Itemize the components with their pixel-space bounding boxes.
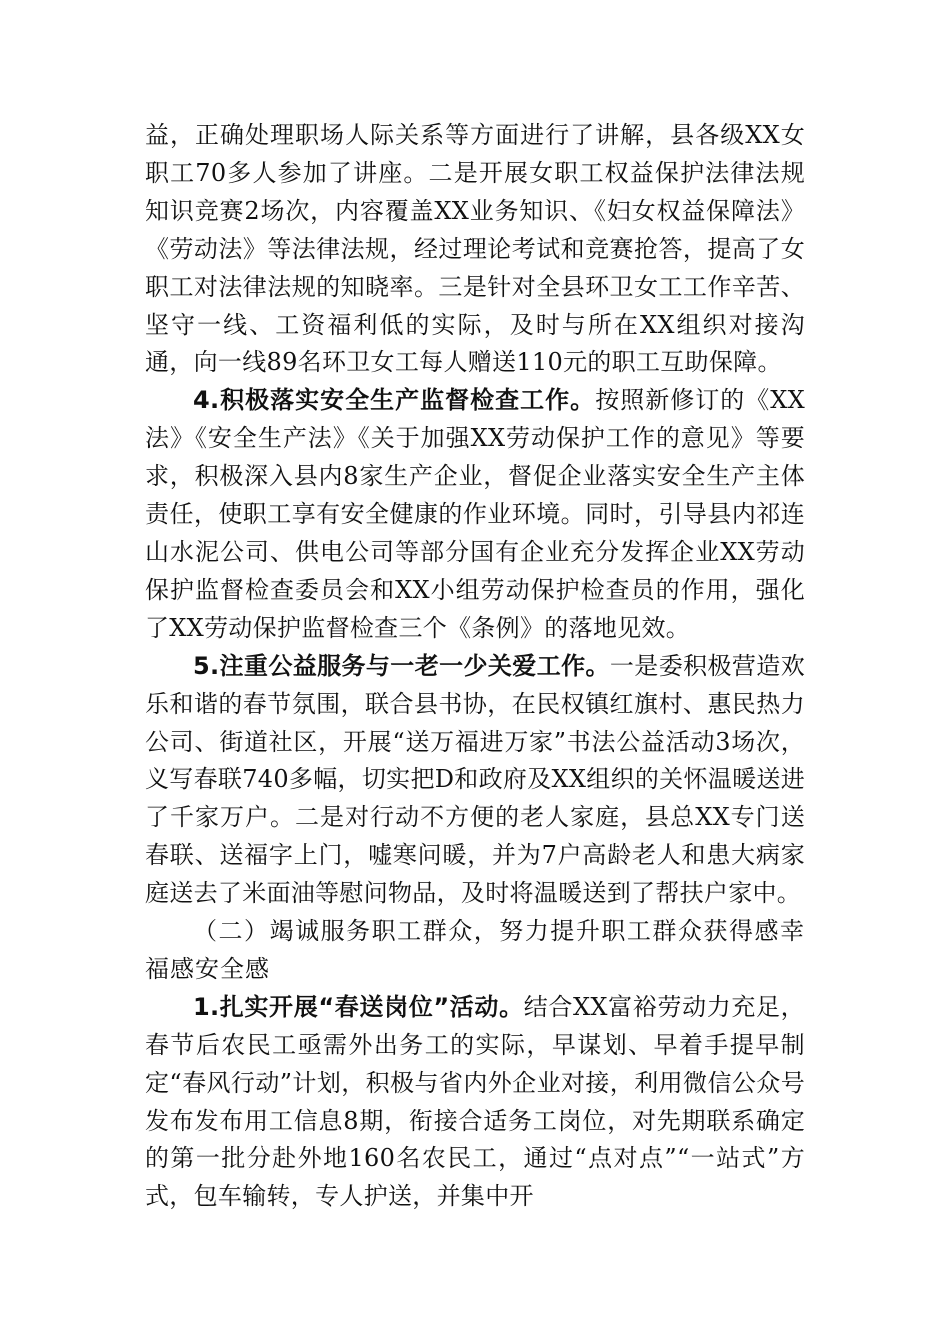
paragraph-text: 结合XX富裕劳动力充足，春节后农民工亟需外出务工的实际，早谋划、早着手提早制定“春风行动”计划，积极与省内外企业对接，利用微信公众号发布发布用工信息8期，衔接合适务工岗位，对先期联系确定的第一批分赴外地160名农民工，通过“点对点”“一站式”方式，包车输转，专人护送，并集中开 [145, 992, 805, 1211]
paragraph-item-5 [145, 648, 805, 913]
paragraph-heading: 4.积极落实安全生产监督检查工作。 [193, 386, 596, 415]
paragraph-item-1 [145, 989, 805, 1216]
section-heading-text: （二）竭诚服务职工群众，努力提升职工群众获得感幸福感安全感 [145, 917, 805, 983]
paragraph-text: 按照新修订的《XX法》《安全生产法》《关于加强XX劳动保护工作的意见》等要求，积极深入县内8家生产企业，督促企业落实安全生产主体责任，使职工享有安全健康的作业环境。同时，引导县内祁连山水泥公司、供电公司等部分国有企业充分发挥企业XX劳动保护监督检查委员会和XX小组劳动保护检查员的作用，强化了XX劳动保护监督检查三个《条例》的落地见效。 [145, 386, 805, 642]
section-heading [145, 913, 805, 989]
paragraph-continuation [145, 117, 805, 382]
paragraph-item-4 [145, 382, 805, 647]
paragraph-text: 一是委积极营造欢乐和谐的春节氛围，联合县书协，在民权镇红旗村、惠民热力公司、街道社区，开展“送万福进万家”书法公益活动3场次，义写春联740多幅，切实把D和政府及XX组织的关怀温暖送进了千家万户。二是对行动不方便的老人家庭，县总XX专门送春联、送福字上门，嘘寒问暖，并为7户高龄老人和患大病家庭送去了米面油等慰问物品，及时将温暖送到了帮扶户家中。 [145, 651, 805, 908]
paragraph-text: 益，正确处理职场人际关系等方面进行了讲解，县各级XX女职工70多人参加了讲座。二是开展女职工权益保护法律法规知识竞赛2场次，内容覆盖XX业务知识、《妇女权益保障法》《劳动法》等法律法规，经过理论考试和竞赛抢答，提高了女职工对法律法规的知晓率。三是针对全县环卫女工工作辛苦、坚守一线、工资福利低的实际，及时与所在XX组织对接沟通，向一线89名环卫女工每人赠送110元的职工互助保障。 [145, 121, 805, 377]
document-page [145, 117, 805, 1216]
paragraph-heading: 1.扎实开展“春送岗位”活动。 [193, 992, 524, 1021]
paragraph-heading: 5.注重公益服务与一老一少关爱工作。 [193, 651, 610, 680]
